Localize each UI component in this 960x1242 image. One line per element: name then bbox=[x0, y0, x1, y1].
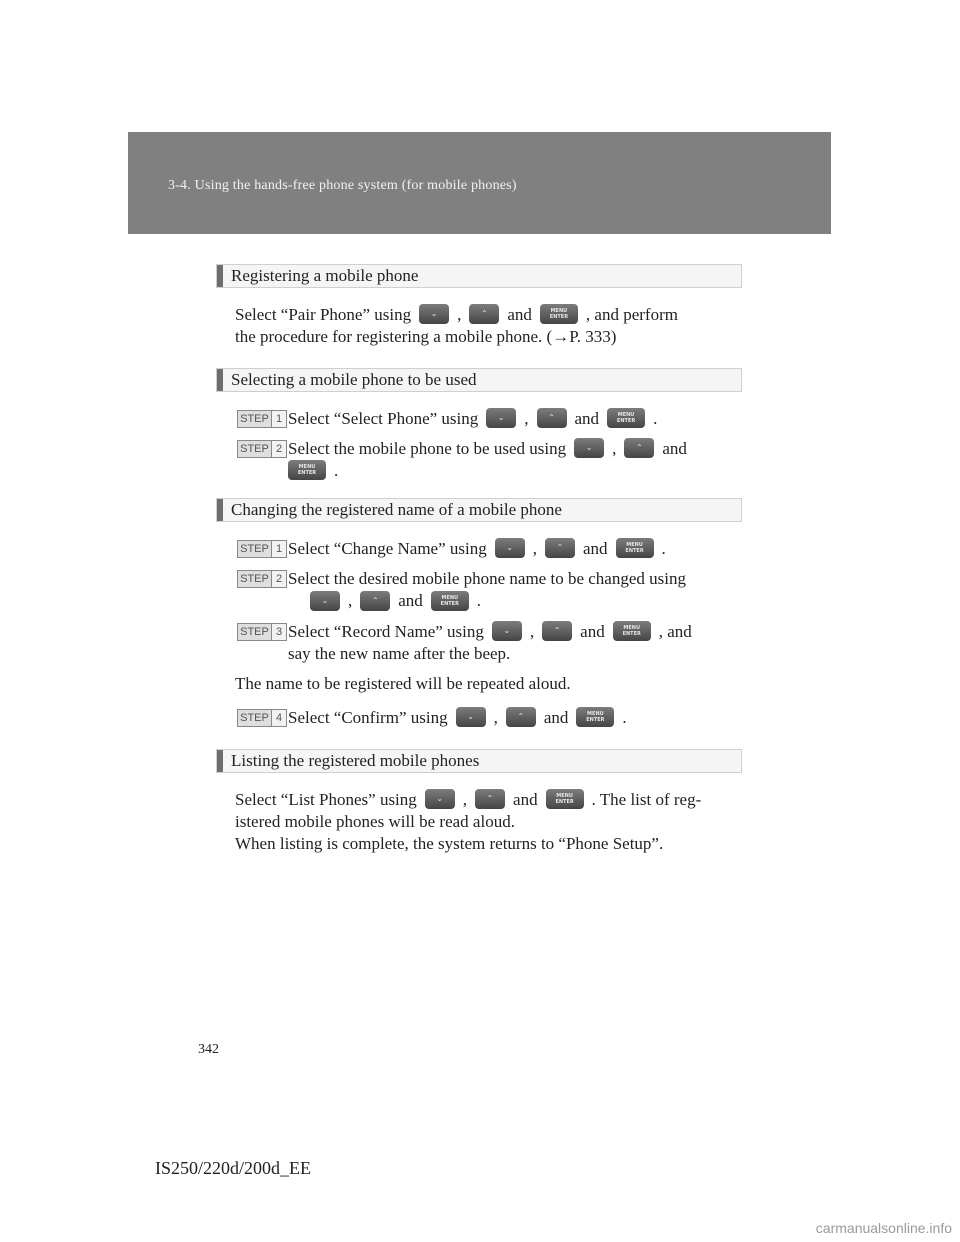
menu-enter-button-icon: MENU ENTER bbox=[616, 538, 654, 558]
change-step-4: STEP 4 Select “Confirm” using ⌄ , ⌃ and MENU ENTER . bbox=[216, 707, 742, 729]
heading-registering: Registering a mobile phone bbox=[216, 264, 742, 288]
watermark: carmanualsonline.info bbox=[815, 1220, 952, 1236]
down-button-icon: ⌄ bbox=[486, 408, 516, 428]
down-button-icon: ⌄ bbox=[495, 538, 525, 558]
down-button-icon: ⌄ bbox=[492, 621, 522, 641]
page-content bbox=[216, 264, 742, 855]
up-button-icon: ⌃ bbox=[475, 789, 505, 809]
step-badge: STEP 4 bbox=[237, 709, 287, 727]
down-button-icon: ⌄ bbox=[425, 789, 455, 809]
step-badge: STEP 2 bbox=[237, 570, 287, 588]
header-band bbox=[128, 132, 831, 234]
heading-changing: Changing the registered name of a mobile phone bbox=[216, 498, 742, 522]
menu-enter-button-icon: MENU ENTER bbox=[576, 707, 614, 727]
up-button-icon: ⌃ bbox=[537, 408, 567, 428]
change-step-2: STEP 2 Select the desired mobile phone name to be changed using ⌄ , ⌃ and MENU ENTER . bbox=[216, 568, 742, 612]
menu-enter-button-icon: MENU ENTER bbox=[607, 408, 645, 428]
select-step-2: STEP 2 Select the mobile phone to be used using ⌄ , ⌃ and MENU ENTER . bbox=[216, 438, 742, 482]
menu-enter-button-icon: MENU ENTER bbox=[288, 460, 326, 480]
down-button-icon: ⌄ bbox=[456, 707, 486, 727]
step-badge: STEP 2 bbox=[237, 440, 287, 458]
up-button-icon: ⌃ bbox=[469, 304, 499, 324]
arrow-symbol: → bbox=[552, 327, 570, 347]
select-step-1: STEP 1 Select “Select Phone” using ⌄ , ⌃ and MENU ENTER . bbox=[216, 408, 742, 430]
menu-enter-button-icon: MENU ENTER bbox=[431, 591, 469, 611]
down-button-icon: ⌄ bbox=[419, 304, 449, 324]
listing-text: Select “List Phones” using ⌄ , ⌃ and MENU ENTER . The list of reg- istered mobile phones will be read aloud. When listing is complete, the system returns to “Phone Setup”. bbox=[235, 789, 702, 853]
page-number: 342 bbox=[198, 1042, 219, 1057]
menu-enter-button-icon: MENU ENTER bbox=[546, 789, 584, 809]
down-button-icon: ⌄ bbox=[310, 591, 340, 611]
change-step-1: STEP 1 Select “Change Name” using ⌄ , ⌃ and MENU ENTER . bbox=[216, 538, 742, 560]
up-button-icon: ⌃ bbox=[545, 538, 575, 558]
registering-text: Select “Pair Phone” using ⌄ , ⌃ and MENU ENTER , and perform the procedure for registering a mobile phone. (→P. 333) bbox=[235, 305, 678, 347]
heading-selecting: Selecting a mobile phone to be used bbox=[216, 368, 742, 392]
step-badge: STEP 1 bbox=[237, 410, 287, 428]
down-button-icon: ⌄ bbox=[574, 438, 604, 458]
step-badge: STEP 1 bbox=[237, 540, 287, 558]
up-button-icon: ⌃ bbox=[542, 621, 572, 641]
up-button-icon: ⌃ bbox=[360, 591, 390, 611]
heading-listing: Listing the registered mobile phones bbox=[216, 749, 742, 773]
change-step-3: STEP 3 Select “Record Name” using ⌄ , ⌃ and MENU ENTER , and say the new name after the beep. bbox=[216, 621, 742, 665]
menu-enter-button-icon: MENU ENTER bbox=[540, 304, 578, 324]
menu-enter-button-icon: MENU ENTER bbox=[613, 621, 651, 641]
section-title: 3-4. Using the hands-free phone system (for mobile phones) bbox=[168, 178, 517, 193]
model-code: IS250/220d/200d_EE bbox=[155, 1158, 311, 1178]
change-note: The name to be registered will be repeated aloud. bbox=[235, 673, 571, 693]
up-button-icon: ⌃ bbox=[506, 707, 536, 727]
up-button-icon: ⌃ bbox=[624, 438, 654, 458]
step-badge: STEP 3 bbox=[237, 623, 287, 641]
